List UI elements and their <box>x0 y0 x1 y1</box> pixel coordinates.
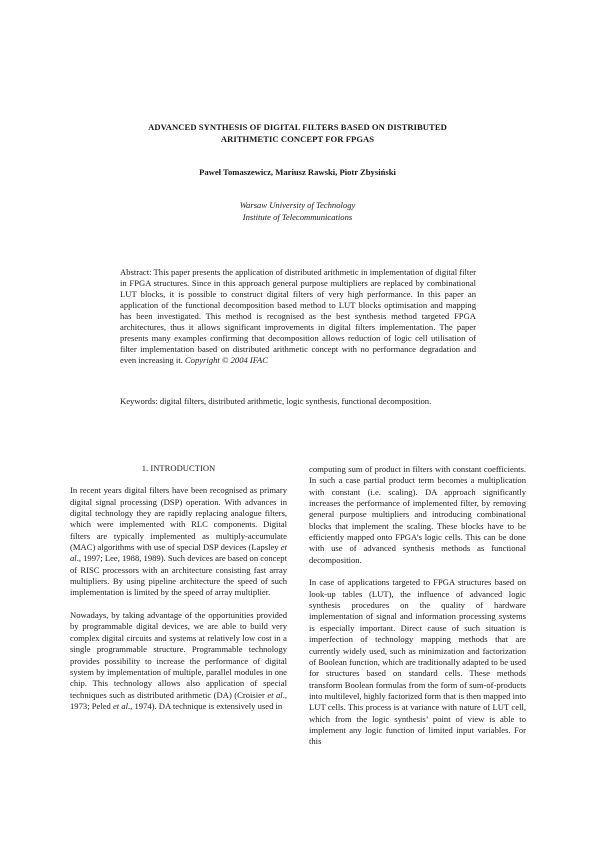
citation-et-al: et al <box>70 542 287 564</box>
title-line-2: ARITHMETIC CONCEPT FOR FPGAS <box>220 133 375 144</box>
keywords: Keywords: digital filters, distributed arithmetic, logic synthesis, functional decomposition. <box>120 396 432 406</box>
intro-paragraph-1-text-cont: ., 1997; Lee, 1988, 1989). Such devices are based on concept of RISC processors with an architecture consisting fast array multipliers. By using pipeline architecture the speed of such implementation is limited by the speed of array multiplier. <box>70 553 287 598</box>
intro-paragraph-2 <box>70 610 287 712</box>
copyright-notice: Copyright © 2004 IFAC <box>184 355 268 366</box>
abstract <box>120 267 476 366</box>
intro-paragraph-2-text-end: ., 1974). DA technique is extensively used in <box>128 700 283 711</box>
affiliation-line-1: Warsaw University of Technology <box>239 200 356 210</box>
abstract-text: Abstract: This paper presents the application of distributed arithmetic in implementation of digital filter in FPGA structures. Since in this approach general purpose multipliers are replaced by combinational LUT blocks, it is possible to construct digital filters of very high performance. In this paper an application of the functional decomposition based method to LUT blocks optimisation and mapping has been investigated. This method is recognised as the best synthesis method targeted FPGA architectures, thus it allows significant improvements in digital filters implementation. The paper presents many examples confirming that decomposition allows reduction of logic cell utilisation of filter implementation based on distributed arithmetic concept with no performance degradation and even increasing it. <box>120 267 476 366</box>
intro-paragraph-2-text: Nowadays, by taking advantage of the opportunities provided by programmable digital devices, we are able to build very complex digital circuits and systems at relatively low cost in a single programmable structure. Programmable technology provides possibility to increase the performance of digital system by implementation of multiple, parallel modules in one chip. This technology allows also application of special techniques such as distributed arithmetic (DA) (Croisier <box>70 610 287 700</box>
affiliation <box>90 199 505 223</box>
intro-paragraph-4: In case of applications targeted to FPGA structures based on look-up tables (LUT), the influence of advanced logic synthesis procedures on the quality of hardware implementation of signal and information processing systems is especially important. Direct cause of such situation is imperfection of technology mapping methods that are currently widely used, such as minimization and factorization of Boolean function, which are traditionally adapted to be used for structures based on standard cells. These methods transform Boolean formulas from the form of sum-of-products into multilevel, highly factorized form that is then mapped into LUT cells. This process is at variance with nature of LUT cell, which from the logic synthesis’ point of view is able to implement any logic function of limited input variables. For this <box>309 577 526 747</box>
affiliation-line-2: Institute of Telecommunications <box>242 212 353 222</box>
right-column <box>309 464 526 748</box>
left-column <box>70 463 287 712</box>
intro-paragraph-1 <box>70 485 287 598</box>
paper-title <box>90 122 505 145</box>
intro-paragraph-2-text-cont: ., 1973; Peled <box>70 689 287 711</box>
citation-et-al: et al <box>267 689 283 700</box>
intro-paragraph-1-text: In recent years digital filters have been recognised as primary digital signal processing (DSP) operation. With advances in digital technology they are rapidly replacing analogue filters, which were implemented with RLC components. Digital filters are typically implemented as multiply-accumulate (MAC) algorithms with use of special DSP devices (Lapsley <box>70 485 287 553</box>
title-line-1: ADVANCED SYNTHESIS OF DIGITAL FILTERS BASED ON DISTRIBUTED <box>148 122 447 132</box>
section-heading-introduction: 1. INTRODUCTION <box>141 463 216 473</box>
author-list: Paweł Tomaszewicz, Mariusz Rawski, Piotr Zbysiński <box>199 167 396 177</box>
intro-paragraph-3: computing sum of product in filters with constant coefficients. In such a case partial product term becomes a multiplication with constant (i.e. scaling). DA approach significantly increases the performance of implemented filter, by removing general purpose multipliers and introducing combinational blocks that implement the scaling. These blocks have to be efficiently mapped onto FPGA’s logic cells. This can be done with use of advanced synthesis methods as functional decomposition. <box>309 464 526 565</box>
citation-et-al: et al <box>112 700 129 711</box>
